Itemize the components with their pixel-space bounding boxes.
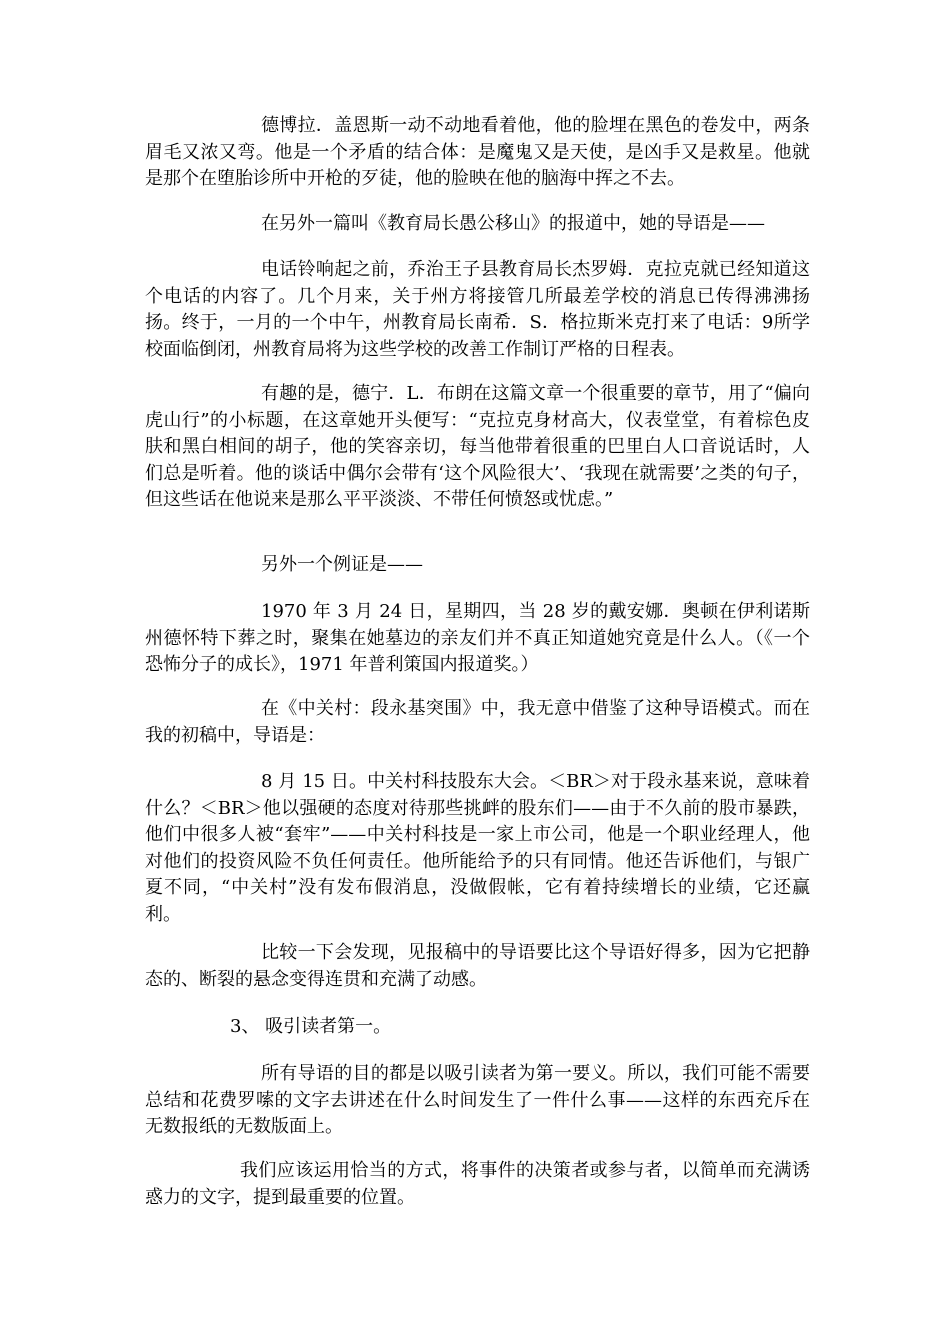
paragraph-gaines: 德博拉．盖恩斯一动不动地看着他，他的脸埋在黑色的卷发中，两条眉毛又浓又弯。他是一个矛盾的结合体：是魔鬼又是天使，是凶手又是救星。他就是那个在堕胎诊所中开枪的歹徒，他的脸映在他的脑海中挥之不去。 [145,115,810,189]
paragraph-another-report-intro: 在另外一篇叫《教育局长愚公移山》的报道中，她的导语是—— [261,213,765,234]
paragraph-another-example: 另外一个例证是—— [261,554,423,575]
paragraph-clark-lead: 电话铃响起之前，乔治王子县教育局长杰罗姆．克拉克就已经知道这个电话的内容了。几个月来，关于州方将接管几所最差学校的消息已传得沸沸扬扬。终于，一月的一个中午，州教育局长南希．S．格拉斯米克打来了电话：9所学校面临倒闭，州教育局将为这些学校的改善工作制订严格的日程表。 [145,259,810,360]
paragraph-decision-makers: 我们应该运用恰当的方式，将事件的决策者或参与者，以简单而充满诱惑力的文字，提到最重要的位置。 [145,1160,810,1208]
paragraph-brown-subheading: 有趣的是，德宁．L．布朗在这篇文章一个很重要的章节，用了“偏向虎山行”的小标题，在这章她开头便写：“克拉克身材高大，仪表堂堂，有着棕色皮肤和黑白相间的胡子，他的笑容亲切，每当他带着很重的巴里白人口音说话时，人们总是听着。他的谈话中偶尔会带有‘这个风险很大’、‘我现在就需要’之类的句子，但这些话在他说来是那么平平淡淡、不带任何愤怒或忧虑。” [145,383,810,510]
paragraph-comparison: 比较一下会发现，见报稿中的导语要比这个导语好得多，因为它把静态的、断裂的悬念变得连贯和充满了动感。 [145,942,810,990]
paragraph-purpose-of-leads: 所有导语的目的都是以吸引读者为第一要义。所以，我们可能不需要总结和花费罗嗦的文字去讲述在什么时间发生了一件什么事——这样的东西充斥在无数报纸的无数版面上。 [145,1063,810,1137]
paragraph-zhongguancun-intro: 在《中关村：段永基突围》中，我无意中借鉴了这种导语模式。而在我的初稿中，导语是： [145,698,810,746]
paragraph-oughton-lead: 1970 年 3 月 24 日，星期四，当 28 岁的戴安娜．奥顿在伊利诺斯州德怀特下葬之时，聚集在她墓边的亲友们并不真正知道她究竟是什么人。（《一个恐怖分子的成长》，1971 年普利策国内报道奖。） [145,601,810,675]
paragraph-draft-lead: 8 月 15 日。中关村科技股东大会。＜BR＞对于段永基来说，意味着什么？＜BR＞他以强硬的态度对待那些挑衅的股东们——由于不久前的股市暴跌，他们中很多人被“套牢”——中关村科技是一家上市公司，他是一个职业经理人，他对他们的投资风险不负任何责任。他所能给予的只有同情。他还告诉他们，与银广夏不同，“中关村”没有发布假消息，没做假帐，它有着持续增长的业绩，它还赢利。 [145,771,810,925]
section-heading-attract-readers: 3、 吸引读者第一。 [230,1016,392,1037]
